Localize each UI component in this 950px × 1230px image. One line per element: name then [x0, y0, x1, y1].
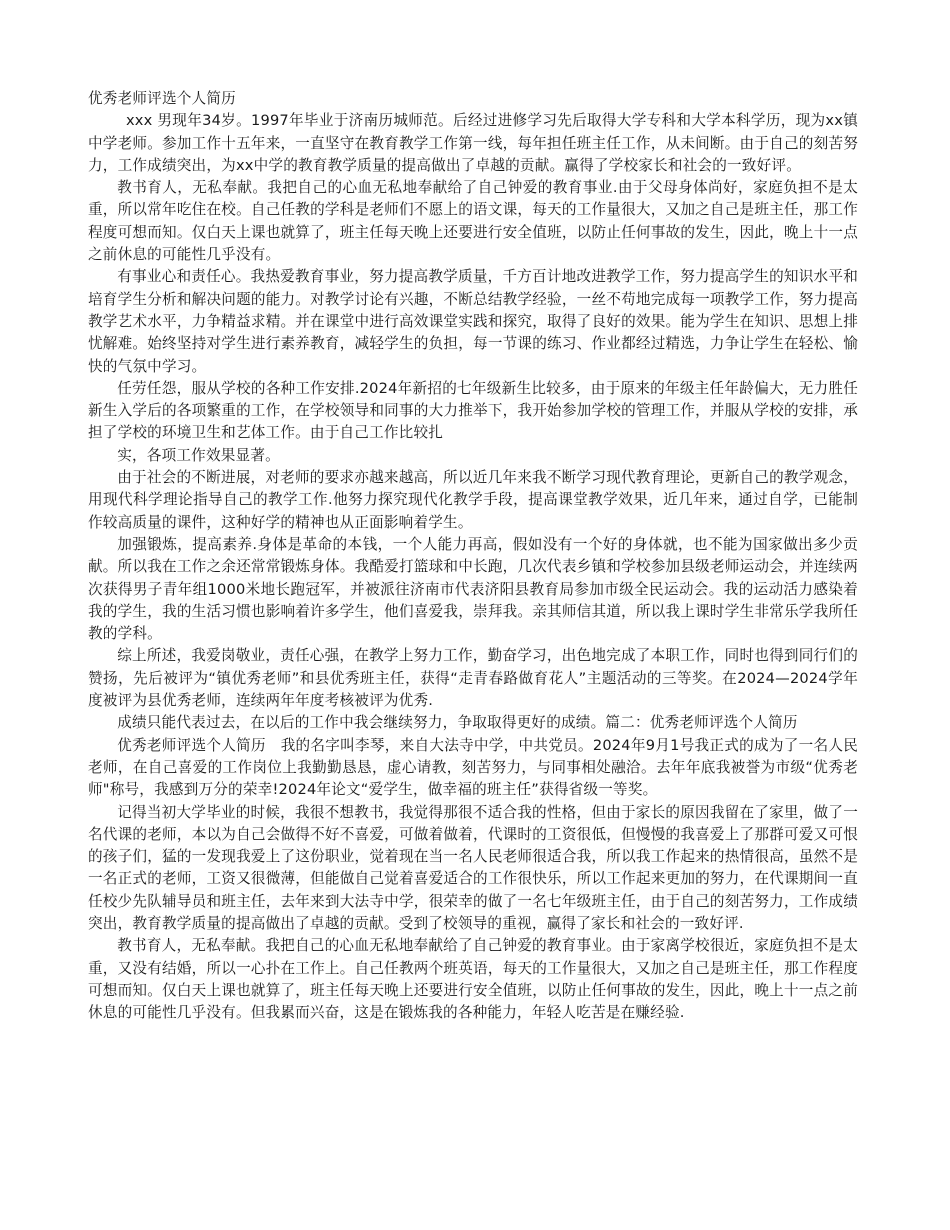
paragraph-second-resume-intro: 优秀老师评选个人简历 我的名字叫李琴，来自大法寺中学，中共党员。2024年9月1号我正式的成为了一名人民老师，在自己喜爱的工作岗位上我勤勤恳恳，虚心请教，刻苦努力，与同事相处融洽。去年年底我被誉为市级“优秀老师"称号，我感到万分的荣幸!2024年论文“爱学生，做幸福的班主任”获得省级一等奖。: [88, 736, 858, 799]
paragraph-summary: 综上所述，我爱岗敬业，责任心强，在教学上努力工作，勤奋学习，出色地完成了本职工作，同时也得到同行们的赞扬，先后被评为“镇优秀老师”和县优秀班主任，获得“走青春路做育花人”主题活动的三等奖。在2024—2024学年度被评为县优秀老师，连续两年年度考核被评为优秀.: [88, 647, 858, 710]
paragraph-dedication: 教书育人，无私奉献。我把自己的心血无私地奉献给了自己钟爱的教育事业.由于父母身体尚好，家庭负担不是太重，所以常年吃住在校。自己任教的学科是老师们不愿上的语文课，每天的工作量很大，又加之自己是班主任，那工作程度可想而知。仅白天上课也就算了，班主任每天晚上还要进行安全值班，以防止任何事故的发生，因此，晚上十一点之前休息的可能性几乎没有。: [88, 179, 858, 264]
document-title: 优秀老师评选个人简历: [88, 90, 236, 107]
paragraph-intro: xxx 男现年34岁。1997年毕业于济南历城师范。后经过进修学习先后取得大学专科和大学本科学历，现为xx镇中学老师。参加工作十五年来，一直坚守在教育教学工作第一线，每年担任班主任工作，从未间断。由于自己的刻苦努力，工作成绩突出，为xx中学的教育教学质量的提高做出了卓越的贡献。赢得了学校家长和社会的一致好评。: [88, 112, 858, 174]
paragraph-diligence: 任劳任怨，服从学校的各种工作安排.2024年新招的七年级新生比较多，由于原来的年级主任年龄偏大，无力胜任新生入学后的各项繁重的工作，在学校领导和同事的大力推举下，我开始参加学校的管理工作，并服从学校的安排，承担了学校的环境卫生和艺体工作。由于自己工作比较扎: [88, 379, 858, 442]
paragraph-diligence-continued: 实，各项工作效果显著。: [117, 446, 280, 464]
paragraph-exercise: 加强锻炼，提高素养.身体是革命的本钱，一个人能力再高，假如没有一个好的身体就，也不能为国家做出多少贡献。所以我在工作之余还常常锻炼身体。我酷爱打篮球和中长跑，几次代表乡镇和学校参加县级老师运动会，并连续两次获得男子青年组1000米地长跑冠军，并被派往济南市代表济阳县教育局参加市级全民运动会。我的运动活力感染着我的学生，我的生活习惯也影响着许多学生，他们喜爱我，崇拜我。亲其师信其道，所以我上课时学生非常乐学我所任教的学科。: [88, 535, 858, 643]
paragraph-learning: 由于社会的不断进展，对老师的要求亦越来越高，所以近几年来我不断学习现代教育理论，更新自己的教学观念，用现代科学理论指导自己的教学工作.他努力探究现代化教学手段，提高课堂教学效果，近几年来，通过自学，已能制作较高质量的课件，这种好学的精神也从正面影响着学生。: [88, 469, 858, 531]
paragraph-responsibility: 有事业心和责任心。我热爱教育事业，努力提高教学质量，千方百计地改进教学工作，努力提高学生的知识水平和培育学生分析和解决问题的能力。对教学讨论有兴趣，不断总结教学经验，一丝不苟地完成每一项教学工作，努力提高教学艺术水平，力争精益求精。并在课堂中进行高效课堂实践和探究，取得了良好的效果。能为学生在知识、思想上排忧解难。始终坚持对学生进行素养教育，减轻学生的负担，每一节课的练习、作业都经过精选，力争让学生在轻松、愉快的气氛中学习。: [88, 268, 858, 375]
paragraph-closing: 成绩只能代表过去，在以后的工作中我会继续努力，争取取得更好的成绩。篇二：优秀老师评选个人简历: [117, 714, 798, 732]
document-body: [88, 88, 858, 1024]
paragraph-career-start: 记得当初大学毕业的时候，我很不想教书，我觉得那很不适合我的性格，但由于家长的原因我留在了家里，做了一名代课的老师，本以为自己会做得不好不喜爱，可做着做着，代课时的工资很低，但慢慢的我喜爱上了那群可爱又可恨的孩子们，猛的一发现我爱上了这份职业，觉着现在当一名人民老师很适合我，所以我工作起来的热情很高，虽然不是一名正式的老师，工资又很微薄，但能做自己觉着喜爱适合的工作很快乐，所以工作起来更加的努力，在代课期间一直任校少先队辅导员和班主任，去年来到大法寺中学，很荣幸的做了一名七年级班主任，由于自己的刻苦努力，工作成绩突出，教育教学质量的提高做出了卓越的贡献。受到了校领导的重视，赢得了家长和社会的一致好评.: [88, 803, 858, 932]
paragraph-second-dedication: 教书育人，无私奉献。我把自己的心血无私地奉献给了自己钟爱的教育事业。由于家离学校很近，家庭负担不是太重，又没有结婚，所以一心扑在工作上。自己任教两个班英语，每天的工作量很大，又加之自己是班主任，那工作程度可想而知。仅白天上课也就算了，班主任每天晚上还要进行安全值班，以防止任何事故的发生，因此，晚上十一点之前休息的可能性几乎没有。但我累而兴奋，这是在锻炼我的各种能力，年轻人吃苦是在赚经验.: [88, 937, 858, 1022]
